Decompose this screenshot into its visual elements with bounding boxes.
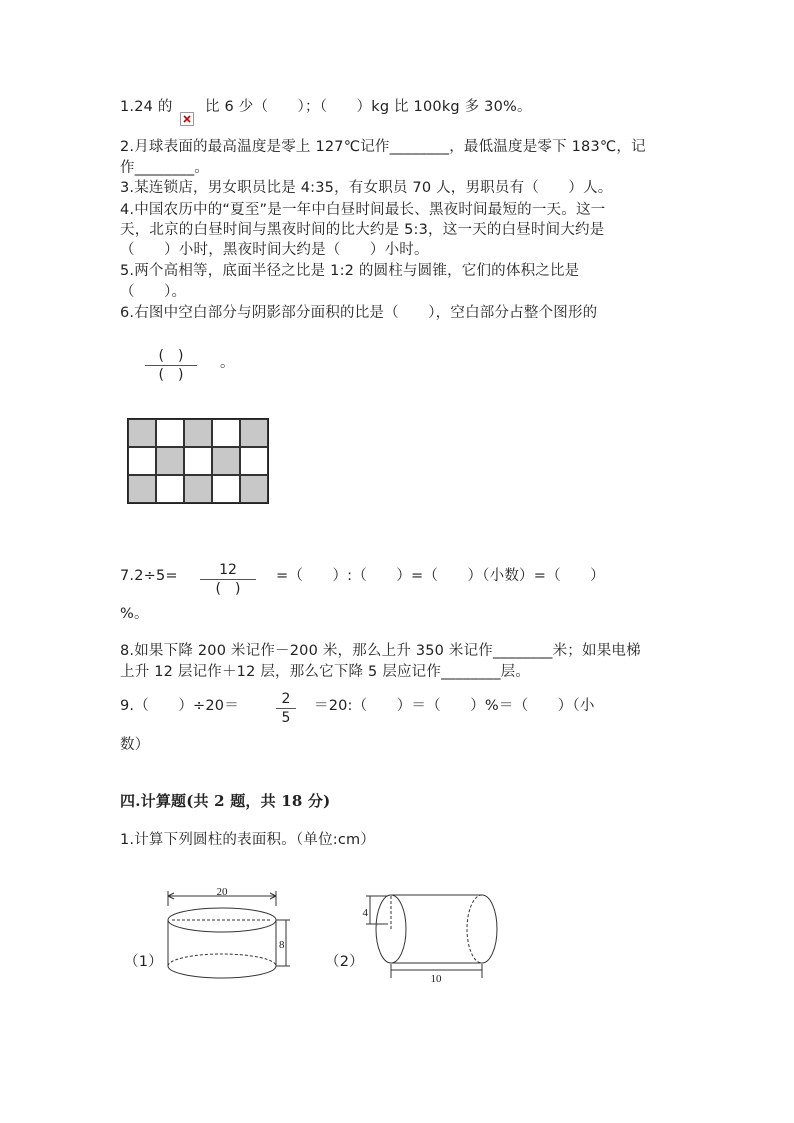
cylinder2-diameter: 4 xyxy=(362,907,368,919)
fraction-denominator: ( ) xyxy=(158,367,184,383)
q2-line2: 作________。 xyxy=(120,160,209,176)
q6-line1: 6.右图中空白部分与阴影部分面积的比是（ ），空白部分占整个图形的 xyxy=(120,305,598,321)
q9-fraction xyxy=(276,690,296,727)
fraction-numerator: ( ) xyxy=(158,348,184,364)
grid-cell-shaded xyxy=(240,419,268,447)
q4-line3: （ ）小时，黑夜时间大约是（ ）小时。 xyxy=(120,242,429,258)
fraction-denominator: ( ) xyxy=(215,581,241,597)
q2-line1: 2.月球表面的最高温度是零上 127℃记作________，最低温度是零下 183℃，记 xyxy=(120,139,646,155)
q5-line2: （ ）。 xyxy=(120,284,187,300)
grid-cell-shaded xyxy=(240,475,268,503)
grid-cell-blank xyxy=(156,419,184,447)
cylinder1-label: （1） xyxy=(124,954,163,970)
cylinder1-height: 8 xyxy=(279,939,285,951)
q9-rest: ＝20:（ ）＝（ ）%＝（ ）（小 xyxy=(314,698,595,714)
q3-line1: 3.某连锁店，男女职员比是 4:35，有女职员 70 人，男职员有（ ）人。 xyxy=(120,180,613,196)
q6-tail: 。 xyxy=(220,355,235,371)
fraction-numerator: 12 xyxy=(219,562,237,578)
grid-cell-shaded xyxy=(128,419,156,447)
q8-line2: 上升 12 层记作＋12 层，那么它下降 5 层应记作________层。 xyxy=(120,664,531,680)
cylinder2-length: 10 xyxy=(430,973,442,985)
q9-line2: 数） xyxy=(120,737,150,753)
grid-cell-blank xyxy=(184,447,212,475)
cylinder1-diameter: 20 xyxy=(216,886,228,898)
q7-lead: 7.2÷5= xyxy=(120,568,178,584)
grid-cell-shaded xyxy=(156,447,184,475)
cylinder2-label: （2） xyxy=(325,954,364,970)
broken-image-icon xyxy=(180,112,194,126)
cylinder2-figure xyxy=(360,888,510,988)
grid-cell-blank xyxy=(212,475,240,503)
q4-line2: 天，北京的白昼时间与黑夜时间的比大约是 5:3，这一天的白昼时间大约是 xyxy=(120,222,605,238)
cylinder1-figure xyxy=(160,886,300,986)
fraction-denominator: 5 xyxy=(281,710,291,726)
q7-rest: =（ ）:（ ）=（ ）（小数）=（ ） xyxy=(276,568,605,584)
q1-part-b: 比 6 少（ ）；（ ）kg 比 100kg 多 30%。 xyxy=(205,99,532,115)
fraction-numerator: 2 xyxy=(281,691,291,707)
q7-fraction xyxy=(200,561,256,598)
grid-cell-shaded xyxy=(128,475,156,503)
section-title: 四.计算题(共 2 题，共 18 分) xyxy=(120,792,331,810)
calc1-prompt: 1.计算下列圆柱的表面积。（单位:cm） xyxy=(120,832,376,848)
grid-cell-blank xyxy=(128,447,156,475)
grid-cell-shaded xyxy=(184,475,212,503)
q9-lead: 9.（ ）÷20＝ xyxy=(120,698,239,714)
q7-line2: %。 xyxy=(120,606,149,622)
q4-line1: 4.中国农历中的“夏至”是一年中白昼时间最长、黑夜时间最短的一天。这一 xyxy=(120,202,606,218)
shaded-grid-figure xyxy=(127,418,269,504)
grid-cell-blank xyxy=(156,475,184,503)
q1-part-a: 1.24 的 xyxy=(120,99,173,115)
grid-cell-shaded xyxy=(212,447,240,475)
grid-cell-blank xyxy=(240,447,268,475)
grid-cell-shaded xyxy=(184,419,212,447)
q8-line1: 8.如果下降 200 米记作－200 米，那么上升 350 米记作________米；如果电梯 xyxy=(120,643,641,659)
q6-fraction xyxy=(145,347,197,384)
q5-line1: 5.两个高相等，底面半径之比是 1:2 的圆柱与圆锥，它们的体积之比是 xyxy=(120,263,580,279)
grid-cell-blank xyxy=(212,419,240,447)
